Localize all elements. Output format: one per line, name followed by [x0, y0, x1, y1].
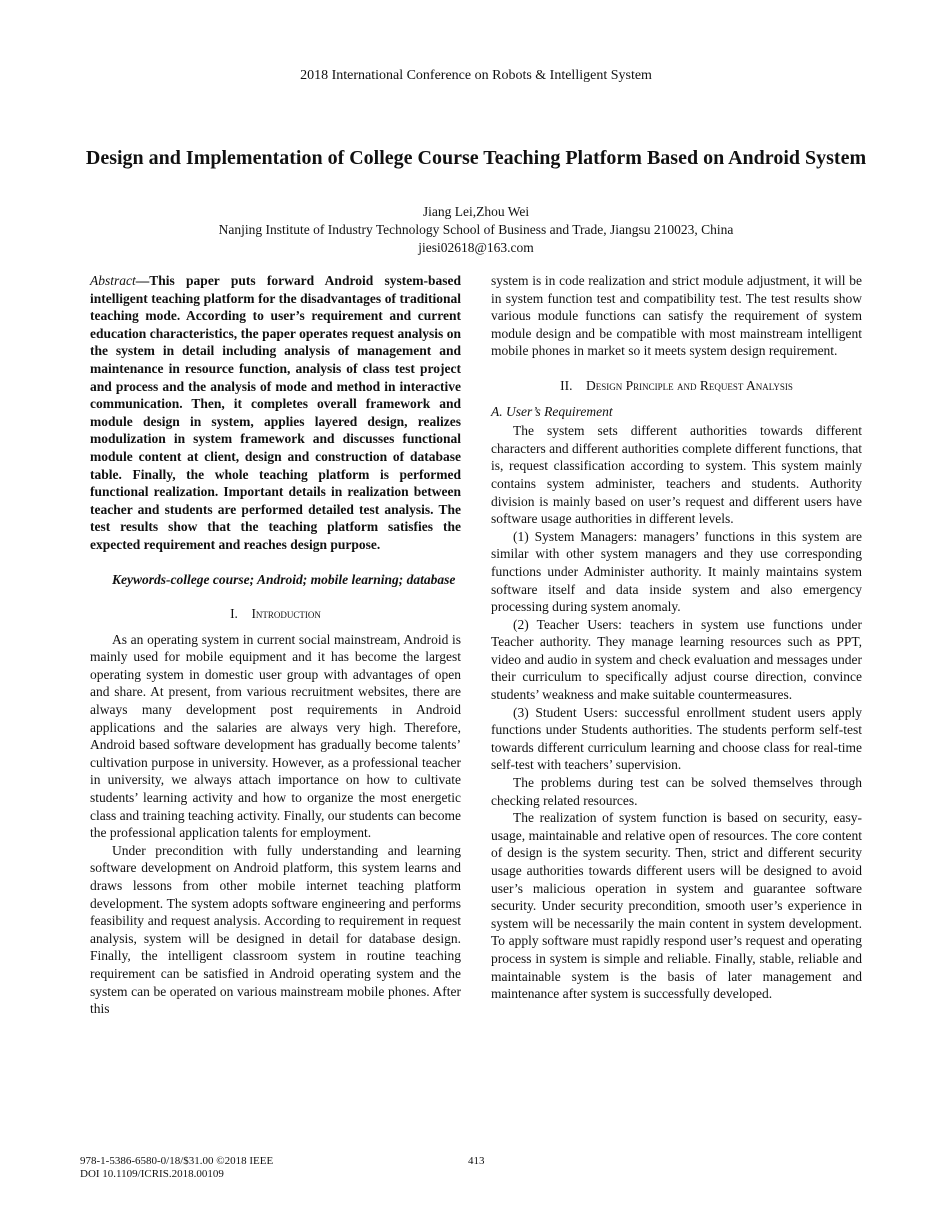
email: jiesi02618@163.com — [418, 240, 534, 255]
abstract-lead: Abstract — [90, 273, 136, 288]
affiliation: Nanjing Institute of Industry Technology School of Business and Trade, Jiangsu 210023, China — [218, 222, 734, 237]
abstract-text: —This paper puts forward Android system-based intelligent teaching platform for the disadvantages of traditional teaching mode. According to user’s requirement and current education characteristics, the paper operates request analysis on the system in detail including analysis of management and maintenance in resource function, analysis of class test project and process and the analysis of mode and method in interactive communication. Then, it completes overall framework and module design in system, applies layered design, realizes modulization in system framework and discusses functional module content at client, design and construction of database table. Finally, the whole teaching platform is performed functional realization. Important details in realization between teacher and students are performed detailed test analysis. The test results show that the teaching platform satisfies the expected requirement and reaches design purpose. — [90, 273, 461, 552]
section-number: II. — [560, 377, 573, 393]
paragraph: (2) Teacher Users: teachers in system use functions under Teacher authority. They manage learning resources such as PPT, video and audio in system and check evaluation and messages under their curriculum to specifically adjust course direction, convince students’ weakness and make suitable countermeasures. — [491, 616, 862, 703]
abstract — [90, 272, 461, 554]
paragraph: The realization of system function is based on security, easy-usage, maintainable and relative open of resources. The core content of design is the system security. Then, strict and different security usage authorities towards different users will be designed to avoid user’s malicious operation in system and guarantee software security. Under security precondition, smooth user’s experience in system will be necessarily the main content in system development. To apply software must rapidly respond user’s request and operating process in system is simple and reliable. Finally, stable, reliable and maintainable system is the basis of later management and maintenance after system is successfully developed. — [491, 810, 862, 1002]
paragraph: The system sets different authorities towards different characters and different authorities complete different functions, that is, request classification according to system. This system mainly contains system administer, teachers and students. Authority division is mainly based on user’s request and different users have software usage authorities in different levels. — [491, 423, 862, 527]
section-number: I. — [230, 606, 238, 622]
footer-identifiers — [80, 1155, 273, 1181]
page-number: 413 — [468, 1155, 485, 1167]
paragraph: (1) System Managers: managers’ functions in this system are similar with other system managers and they use corresponding functions under Administer authority. It mainly maintains system software itself and data inside system and also emergency processing during system anomaly. — [491, 528, 862, 615]
section-title: Introduction — [251, 606, 321, 622]
paragraph: system is in code realization and strict module adjustment, it will be in system function test and compatibility test. The test results show various module functions can satisfy the requirement of system module design and be compatible with most mainstream intelligent mobile phones in market so it meets system design requirement. — [491, 273, 862, 359]
section-title: Design Principle and Request Analysis — [586, 377, 793, 393]
doi: DOI 10.1109/ICRIS.2018.00109 — [80, 1168, 224, 1180]
author-block — [60, 203, 892, 257]
left-column — [90, 272, 461, 1018]
paragraph: As an operating system in current social mainstream, Android is mainly used for mobile equipment and it has become the largest operating system in domestic user group with advantages of open and share. At present, from various recruitment websites, there are always many development post requirements in Android applications and the salaries are always very high. Therefore, Android based software development has gradually become talents’ cultivation purpose in university. However, as a professional teacher in university, we always attach importance on how to cultivate students’ learning activity and how to organize the most energetic class and training teaching activity. Finally, our students can become the professional application talents for employment. — [90, 631, 461, 841]
isbn: 978-1-5386-6580-0/18/$31.00 ©2018 IEEE — [80, 1155, 274, 1167]
paragraph: (3) Student Users: successful enrollment student users apply functions under Students authorities. The students perform self-test towards different curriculum learning and choose class for real-time self-test with teachers’ supervision. — [491, 704, 862, 773]
section-heading-design — [491, 377, 862, 395]
paper-title: Design and Implementation of College Course Teaching Platform Based on Android System — [85, 147, 867, 169]
paragraph: The problems during test can be solved themselves through checking related resources. — [491, 775, 862, 808]
right-column — [491, 272, 862, 1003]
section-heading-introduction — [90, 605, 461, 623]
conference-header: 2018 International Conference on Robots & Intelligent System — [300, 68, 652, 83]
paragraph: Under precondition with fully understanding and learning software development on Android platform, this system learns and draws lessons from other mobile internet teaching platform development. The system adopts software engineering and performs feasibility and request analysis. According to requirement in request analysis, system will be designed in detail for database design. Finally, the intelligent classroom system in routine teaching requirement can be satisfied in Android operating system and the system can be operated on various mainstream mobile phones. After this — [90, 842, 461, 1017]
keywords: Keywords-college course; Android; mobile learning; database — [112, 571, 456, 587]
subsection-heading: A. User’s Requirement — [491, 403, 613, 419]
authors: Jiang Lei,Zhou Wei — [422, 204, 530, 219]
